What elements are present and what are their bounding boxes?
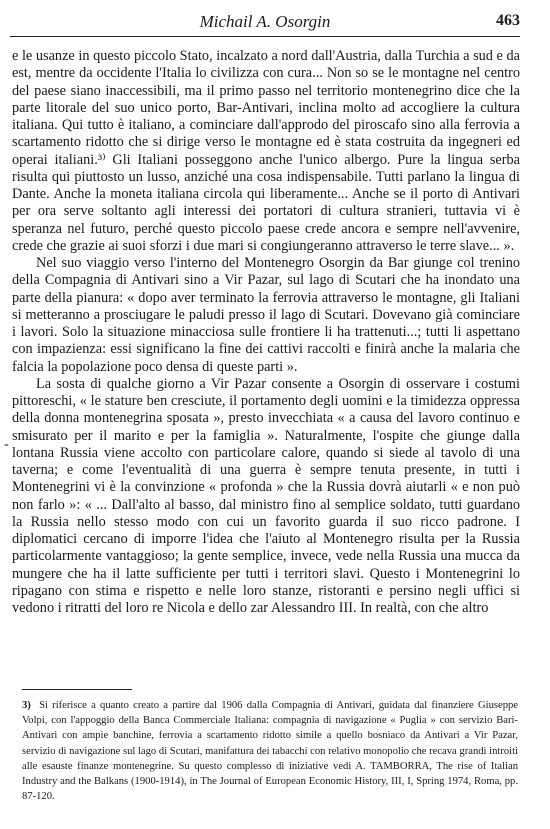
page-header — [10, 10, 520, 37]
margin-mark: - — [4, 437, 9, 452]
footnote-rule — [22, 689, 132, 690]
paragraph-3: La sosta di qualche giorno a Vir Pazar consente a Osorgin di osservare i costumi pittoreschi, « le stature ben cresciute, il portamento degli uomini e la timidezza oppressa della donna montenegrina sposata », presto invecchiata « a causa del lavoro continuo e smisurato per il marito e per la famiglia ». Naturalmente, l'ospite che giunge dalla lontana Russia viene accolto con particolare calore, quando si siede al tavolo di una taverna; e come l'eventualità di una guerra è sempre tenuta presente, in tutti i Montenegrini vi è la convinzione « profonda » che la Russia dovrà aiutarli « e non può non farlo »: « ... Dall'alto al basso, dal ministro fino al semplice soldato, tutti guardano la Russia nello stesso modo con cui un favorito guarda il suo ricco padrone. I diplomatici cercano di imporre l'idea che l'aiuto al Montenegro risulta per la Russia particolarmente vantaggioso; la gente semplice, invece, vede nella Russia una mucca da mungere che ha il latte sufficiente per tutti i territori slavi. Questo i Montenegrini lo ripagano con stima e rispetto e nelle loro stanze, ristoranti e persino negli uffici si vedono i ritratti del loro re Nicola e dello zar Alessandro III. In realtà, con che altro — [12, 375, 520, 616]
body-text — [12, 48, 520, 617]
running-head: Michail A. Osorgin — [199, 12, 331, 31]
footnote-text: Si riferisce a quanto creato a partire dal 1906 dalla Compagnia di Antivari, guidata dal finanziere Giuseppe Volpi, con l'appoggio della Banca Commerciale Italiana: compagnia di navigazione « Puglia » con servizio Bari-Antivari con ampie banchine, ferrovia a scartamento ridotto simile a quello bosniaco da Antivari a Vir Pazar, servizio di navigazione sul lago di Scutari, manifattura dei tabacchi con relativo monopolio che recava grandi introiti alle esauste finanze montenegrine. Su questo complesso di iniziative vedi A. TAMBORRA, The rise of Italian Industry and the Balkans (1900-1914), in The Journal of European Economic History, III, I, Spring 1974, Roma, pp. 87-120. — [22, 700, 518, 803]
footnote-number: 3) — [22, 700, 31, 711]
footnote — [22, 698, 518, 804]
paragraph-1: e le usanze in questo piccolo Stato, incalzato a nord dall'Austria, dalla Turchia a sud e da est, mentre da occidente l'Italia lo civilizza con cura... Non so se le montagne nel centro del paese siano inaccessibili, ma il primo passo nel territorio montenegrino dice che la parte litorale del suo unico porto, Bar-Antivari, inclina molto ad accogliere la cultura italiana. Qui tutto è italiano, a cominciare dall'approdo del piroscafo sino alla ferrovia a scartamento ridotto che si dirige verso le montagne ed è stata costruita da ingegneri ed operai italiani.³⁾ Gli Italiani posseggono anche l'unico albergo. Pure la lingua serba risulta qui piuttosto un lusso, anziché una cosa indispensabile. Tutti parlano la lingua di Dante. Anche la moneta italiana circola qui liberamente... Anche se il porto di Antivari per ora serve soltanto agli interessi dei portatori di cultura stranieri, tuttavia vi è speranza nel futuro, perché questo piccolo paese crede ancora e sempre nell'avvenire, crede che grazie ai suoi sforzi i due mari si congiungeranno attraverso le terre slave... ». — [12, 48, 520, 254]
page-number: 463 — [496, 12, 520, 29]
paragraph-2: Nel suo viaggio verso l'interno del Montenegro Osorgin da Bar giunge col trenino della Compagnia di Antivari sino a Vir Pazar, sul lago di Scutari che ha inondato una parte della pianura: « dopo aver terminato la ferrovia attraverso le montagne, gli Italiani si metteranno a prosciugare le paludi presso il lago di Scutari. Dovevano già cominciare i lavori. Solo la situazione minacciosa sulle frontiere li ha trattenuti...; tutti li aspettano con impazienza: essi significano la fine dei cattivi raccolti e finirà anche la malaria che falcia la popolazione poco densa di queste parti ». — [12, 255, 520, 375]
